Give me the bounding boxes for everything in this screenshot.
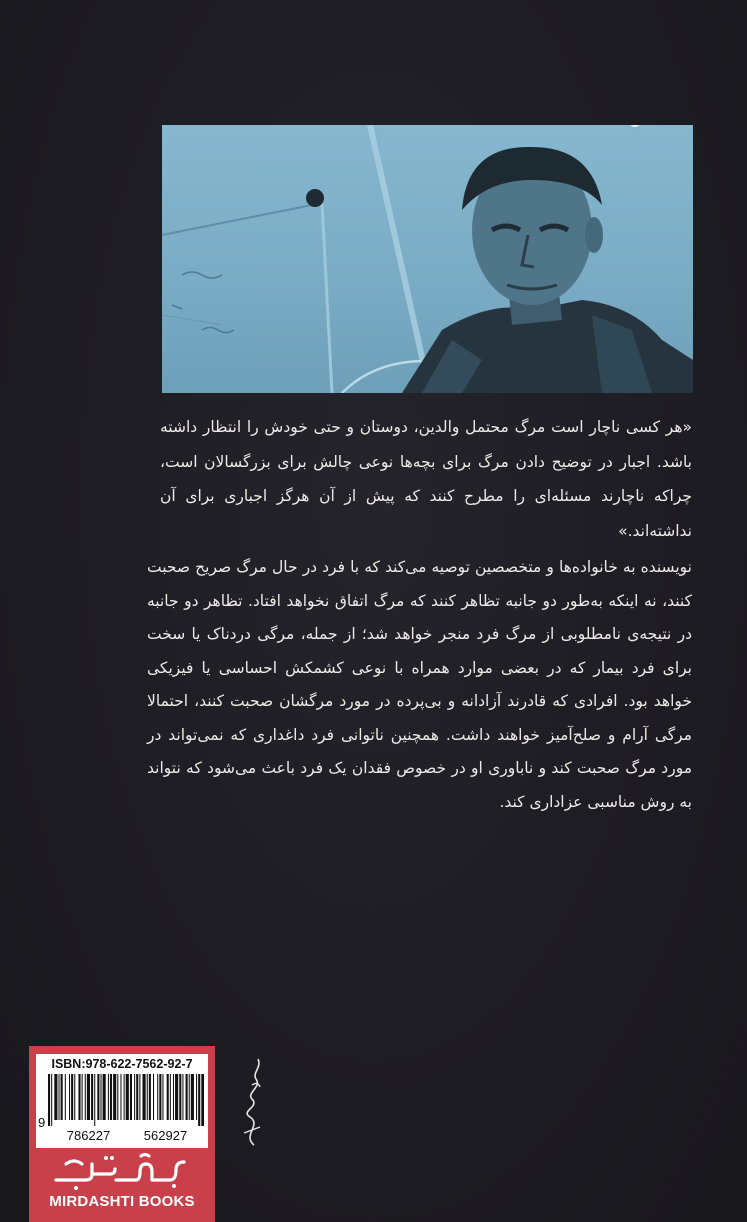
barcode-bar — [61, 1074, 63, 1120]
barcode-bar — [120, 1074, 121, 1120]
barcode-bar — [91, 1074, 93, 1120]
barcode-bar — [147, 1074, 148, 1120]
barcode-bar — [108, 1074, 109, 1120]
barcode-bar — [182, 1074, 183, 1120]
barcode-bar — [82, 1074, 83, 1120]
author-photo — [162, 125, 693, 393]
barcode-bar — [153, 1074, 154, 1120]
publisher-logo-calligraphy — [46, 1150, 196, 1192]
isbn-barcode-box — [36, 1054, 208, 1148]
barcode-bar — [149, 1074, 151, 1120]
barcode-bar — [186, 1074, 188, 1120]
barcode-bar — [167, 1074, 169, 1120]
author-photo-illustration — [162, 125, 693, 393]
publisher-block — [29, 1046, 215, 1222]
barcode-bar — [159, 1074, 161, 1120]
barcode-bar — [59, 1074, 60, 1120]
barcode-lead-digit: 9 — [38, 1115, 46, 1130]
barcode-bar — [124, 1074, 125, 1120]
barcode-bar — [157, 1074, 158, 1120]
barcode-bar — [139, 1074, 140, 1120]
barcode-bar — [191, 1074, 194, 1120]
isbn-label: ISBN:978-622-7562-92-7 — [51, 1057, 193, 1071]
barcode-group-left: 786227 — [66, 1128, 111, 1143]
barcode-bar — [74, 1074, 75, 1120]
barcode-bar — [85, 1074, 86, 1120]
barcode-bar — [198, 1074, 200, 1126]
barcode-bar — [173, 1074, 174, 1120]
publisher-name: MIRDASHTI BOOKS — [49, 1193, 195, 1210]
barcode-bar — [136, 1074, 138, 1120]
barcode-bar — [162, 1074, 163, 1120]
barcode-bar — [94, 1074, 95, 1126]
barcode-digits — [50, 1128, 204, 1143]
barcode-bar — [78, 1074, 80, 1120]
barcode-bar — [134, 1074, 135, 1120]
barcode-bar — [201, 1074, 204, 1126]
barcode-bar — [130, 1074, 132, 1120]
barcode-bar — [196, 1074, 197, 1120]
signature-mark — [232, 1055, 272, 1150]
barcode-bar — [103, 1074, 106, 1120]
barcode-bar — [189, 1074, 190, 1120]
barcode-bar — [51, 1074, 52, 1126]
publisher-logo — [46, 1150, 196, 1192]
barcode-bar — [87, 1074, 90, 1120]
barcode-bar — [71, 1074, 73, 1120]
barcode-bar — [117, 1074, 118, 1120]
barcode-bar — [113, 1074, 116, 1120]
description-paragraph: نویسنده به خانواده‌ها و متخصصین توصیه می‌کند که با فرد در حال مرگ صریح صحبت کنند، نه اینکه به‌طور دو جانبه تظاهر کنند که مرگ اتفاق نخواهد افتاد. تظاهر دو جانبه در نتیجه‌ی نامطلوبی از مرگ فرد منجر خواهد شد؛ از جمله، مرگی دردناک یا سخت برای فرد بیمار که در بعضی موارد همراه با نوعی کشمکش احساسی یا فیزیکی خواهد بود. افرادی که قادرند آزادانه و بی‌پرده در مورد مرگشان صحبت کنند، احتمالا مرگی آرام و صلح‌آمیز خواهند داشت. همچنین ناتوانی فرد داغداری که نمی‌تواند در مورد مرگ صحبت کند و ناباوری او در خصوص فقدان یک فرد باعث می‌شود که نتواند به روش مناسبی عزاداری کند. — [147, 558, 692, 811]
barcode-bar — [54, 1074, 57, 1120]
barcode-bar — [65, 1074, 66, 1120]
barcode-bar — [170, 1074, 171, 1120]
barcode-bar — [126, 1074, 129, 1120]
quote-paragraph: «هر کسی ناچار است مرگ محتمل والدین، دوستان و حتی خودش را انتظار داشته باشد. اجبار در توضیح دادن مرگ برای بچه‌ها نوعی چالش برای بزرگسالان است، چراکه ناچارند مسئله‌ای را مطرح کنند که پیش از آن هرگز اجباری برای آن نداشته‌اند.» — [160, 418, 692, 540]
barcode-bar — [48, 1074, 50, 1126]
barcode-image — [48, 1074, 204, 1126]
illustrator-signature — [232, 1055, 272, 1150]
barcode-bar — [69, 1074, 70, 1120]
barcode-bar — [101, 1074, 102, 1120]
barcode-bar — [179, 1074, 181, 1120]
barcode-bar — [97, 1074, 99, 1120]
barcode-bar — [143, 1074, 146, 1120]
barcode-group-right: 562927 — [143, 1128, 188, 1143]
barcode-bar — [110, 1074, 112, 1120]
barcode-bar — [175, 1074, 178, 1120]
